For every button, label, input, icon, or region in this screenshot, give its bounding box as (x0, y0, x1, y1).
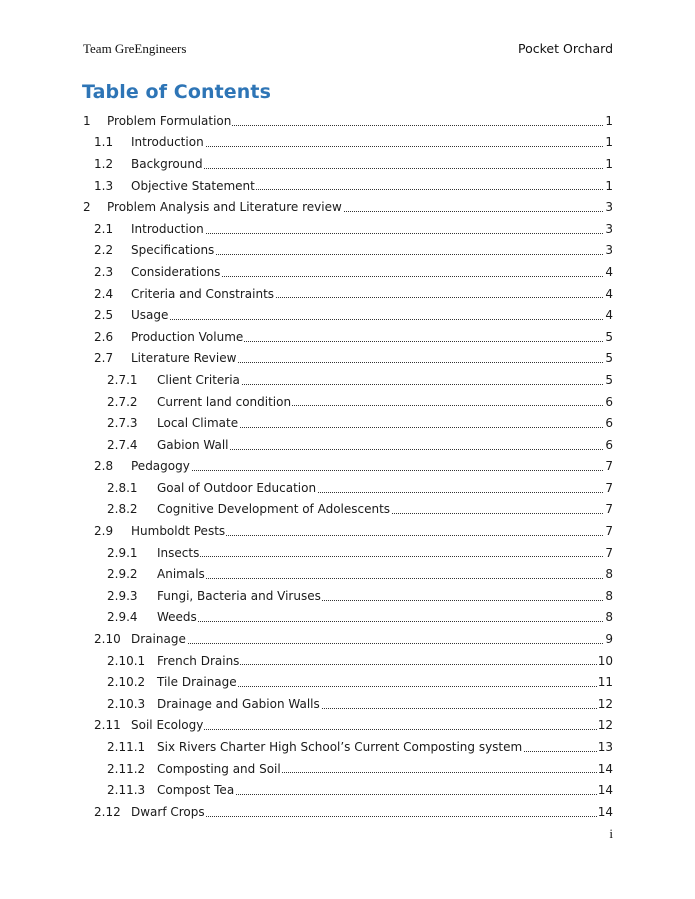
toc-entry-page: 13 (597, 740, 613, 755)
toc-entry[interactable] (83, 240, 613, 262)
toc-entry-number: 2.6 (94, 329, 114, 344)
toc-entry[interactable] (83, 477, 613, 499)
toc-entry-number: 2.7.3 (107, 416, 138, 431)
toc-entry-page: 4 (605, 308, 613, 323)
toc-entry-number: 2.7.1 (107, 372, 138, 387)
toc-entry[interactable] (83, 650, 613, 672)
toc-entry-title: Background (131, 156, 203, 171)
toc-entry-number: 2.10 (94, 632, 121, 647)
toc-entry-title: Soil Ecology (131, 718, 204, 733)
toc-entry-page: 12 (597, 718, 613, 733)
toc-entry-title: Animals (157, 567, 205, 582)
toc-entry-number: 1.3 (94, 178, 114, 193)
toc-entry-number: 2.10.3 (107, 696, 146, 711)
toc-entry[interactable] (83, 391, 613, 413)
toc-entry-number: 2.9.4 (107, 610, 138, 625)
toc-entry-number: 2.9 (94, 524, 114, 539)
toc-entry-number: 2.9.1 (107, 545, 138, 560)
toc-entry-title: Composting and Soil (157, 761, 281, 776)
toc-leader-dots (157, 607, 603, 629)
toc-entry-title: Weeds (157, 610, 197, 625)
toc-entry-page: 3 (605, 221, 613, 236)
toc-entry-title: Pedagogy (131, 459, 190, 474)
toc-entry[interactable] (83, 736, 613, 758)
toc-entry[interactable] (83, 218, 613, 240)
toc-entry-page: 7 (605, 502, 613, 517)
toc-entry-page: 11 (597, 675, 613, 690)
toc-entry[interactable] (83, 369, 613, 391)
toc-entry[interactable] (83, 348, 613, 370)
toc-entry[interactable] (83, 412, 613, 434)
toc-entry-number: 2.1 (94, 221, 114, 236)
toc-entry[interactable] (83, 585, 613, 607)
toc-entry-page: 8 (605, 567, 613, 582)
toc-entry-page: 5 (605, 329, 613, 344)
toc-entry-page: 7 (605, 480, 613, 495)
toc-entry-page: 7 (605, 524, 613, 539)
toc-entry-number: 2.11.1 (107, 740, 146, 755)
toc-entry[interactable] (83, 499, 613, 521)
toc-entry-page: 14 (597, 761, 613, 776)
toc-entry-title: Local Climate (157, 416, 239, 431)
toc-entry-title: Drainage (131, 632, 186, 647)
toc-entry-number: 2.5 (94, 308, 114, 323)
toc-leader-dots (131, 304, 603, 326)
toc-entry[interactable] (83, 715, 613, 737)
toc-entry-number: 2.9.2 (107, 567, 138, 582)
table-of-contents (83, 110, 613, 823)
toc-entry-page: 7 (605, 545, 613, 560)
toc-entry-number: 2.7 (94, 351, 114, 366)
toc-entry-page: 14 (597, 804, 613, 819)
toc-title: Table of Contents (82, 81, 271, 103)
toc-entry-title: Cognitive Development of Adolescents (157, 502, 391, 517)
toc-entry[interactable] (83, 693, 613, 715)
header-team-name: Team GreEngineers (83, 41, 187, 56)
toc-entry[interactable] (83, 779, 613, 801)
toc-entry-number: 1.2 (94, 156, 114, 171)
toc-entry-page: 10 (597, 653, 613, 668)
toc-entry-page: 1 (605, 135, 613, 150)
header-project-name: Pocket Orchard (518, 41, 613, 56)
toc-entry-page: 3 (605, 200, 613, 215)
toc-entry-title: Problem Formulation (107, 113, 232, 128)
toc-entry-title: Compost Tea (157, 783, 235, 798)
toc-entry-title: Insects (157, 545, 200, 560)
toc-entry-title: Six Rivers Charter High School’s Current Composting system (157, 740, 523, 755)
toc-entry-title: Problem Analysis and Literature review (107, 200, 342, 215)
toc-entry[interactable] (83, 758, 613, 780)
toc-entry-page: 6 (605, 416, 613, 431)
toc-entry-page: 1 (605, 156, 613, 171)
toc-entry-number: 2.10.2 (107, 675, 146, 690)
toc-entry[interactable] (83, 261, 613, 283)
toc-entry[interactable] (83, 628, 613, 650)
toc-entry[interactable] (83, 196, 613, 218)
toc-entry-title: Considerations (131, 264, 221, 279)
toc-entry-number: 2.9.3 (107, 588, 138, 603)
toc-entry-number: 2.7.2 (107, 394, 138, 409)
toc-entry-number: 2.10.1 (107, 653, 146, 668)
toc-entry-number: 1 (83, 113, 91, 128)
toc-entry-title: Tile Drainage (157, 675, 237, 690)
toc-entry[interactable] (83, 520, 613, 542)
toc-entry-number: 2.12 (94, 804, 121, 819)
toc-entry[interactable] (83, 110, 613, 132)
toc-entry[interactable] (83, 434, 613, 456)
toc-entry-page: 3 (605, 243, 613, 258)
toc-entry-page: 4 (605, 264, 613, 279)
toc-entry-page: 8 (605, 610, 613, 625)
toc-entry-number: 2.2 (94, 243, 114, 258)
toc-entry-number: 2.8.2 (107, 502, 138, 517)
toc-entry-title: French Drains (157, 653, 240, 668)
toc-entry[interactable] (83, 542, 613, 564)
toc-entry-title: Introduction (131, 135, 204, 150)
page-number: i (609, 826, 613, 841)
toc-leader-dots (131, 628, 603, 650)
toc-entry-title: Fungi, Bacteria and Viruses (157, 588, 321, 603)
toc-entry[interactable] (83, 153, 613, 175)
toc-entry-title: Client Criteria (157, 372, 240, 387)
toc-entry-number: 2.8 (94, 459, 114, 474)
toc-entry-page: 1 (605, 178, 613, 193)
toc-leader-dots (157, 542, 603, 564)
toc-entry[interactable] (83, 456, 613, 478)
toc-entry-page: 14 (597, 783, 613, 798)
toc-entry[interactable] (83, 304, 613, 326)
toc-entry-page: 8 (605, 588, 613, 603)
toc-entry-page: 9 (605, 632, 613, 647)
toc-entry-page: 5 (605, 351, 613, 366)
toc-entry-title: Gabion Wall (157, 437, 229, 452)
toc-entry-page: 4 (605, 286, 613, 301)
toc-entry[interactable] (83, 563, 613, 585)
toc-entry[interactable] (83, 326, 613, 348)
toc-entry-page: 12 (597, 696, 613, 711)
toc-entry-title: Dwarf Crops (131, 804, 205, 819)
toc-entry[interactable] (83, 671, 613, 693)
toc-entry-page: 5 (605, 372, 613, 387)
toc-entry-number: 2.4 (94, 286, 114, 301)
toc-entry-title: Criteria and Constraints (131, 286, 275, 301)
toc-entry-title: Goal of Outdoor Education (157, 480, 317, 495)
toc-entry[interactable] (83, 283, 613, 305)
toc-entry-title: Production Volume (131, 329, 244, 344)
toc-entry-number: 2.11 (94, 718, 121, 733)
toc-entry[interactable] (83, 607, 613, 629)
toc-entry-number: 2 (83, 200, 91, 215)
toc-entry-title: Literature Review (131, 351, 237, 366)
toc-entry-title: Usage (131, 308, 169, 323)
toc-entry-number: 2.11.2 (107, 761, 146, 776)
toc-entry-page: 6 (605, 394, 613, 409)
toc-entry-title: Current land condition (157, 394, 292, 409)
toc-entry-title: Introduction (131, 221, 204, 236)
toc-entry-number: 2.7.4 (107, 437, 138, 452)
toc-entry-page: 6 (605, 437, 613, 452)
toc-entry-page: 1 (605, 113, 613, 128)
toc-leader-dots (131, 456, 603, 478)
toc-entry[interactable] (83, 132, 613, 154)
toc-entry[interactable] (83, 175, 613, 197)
toc-entry-number: 2.3 (94, 264, 114, 279)
toc-entry-number: 2.8.1 (107, 480, 138, 495)
toc-entry-page: 7 (605, 459, 613, 474)
toc-entry-title: Objective Statement (131, 178, 255, 193)
toc-entry[interactable] (83, 801, 613, 823)
toc-leader-dots (157, 563, 603, 585)
toc-entry-title: Drainage and Gabion Walls (157, 696, 320, 711)
toc-entry-number: 2.11.3 (107, 783, 146, 798)
toc-entry-number: 1.1 (94, 135, 114, 150)
toc-entry-title: Specifications (131, 243, 215, 258)
toc-entry-title: Humboldt Pests (131, 524, 226, 539)
